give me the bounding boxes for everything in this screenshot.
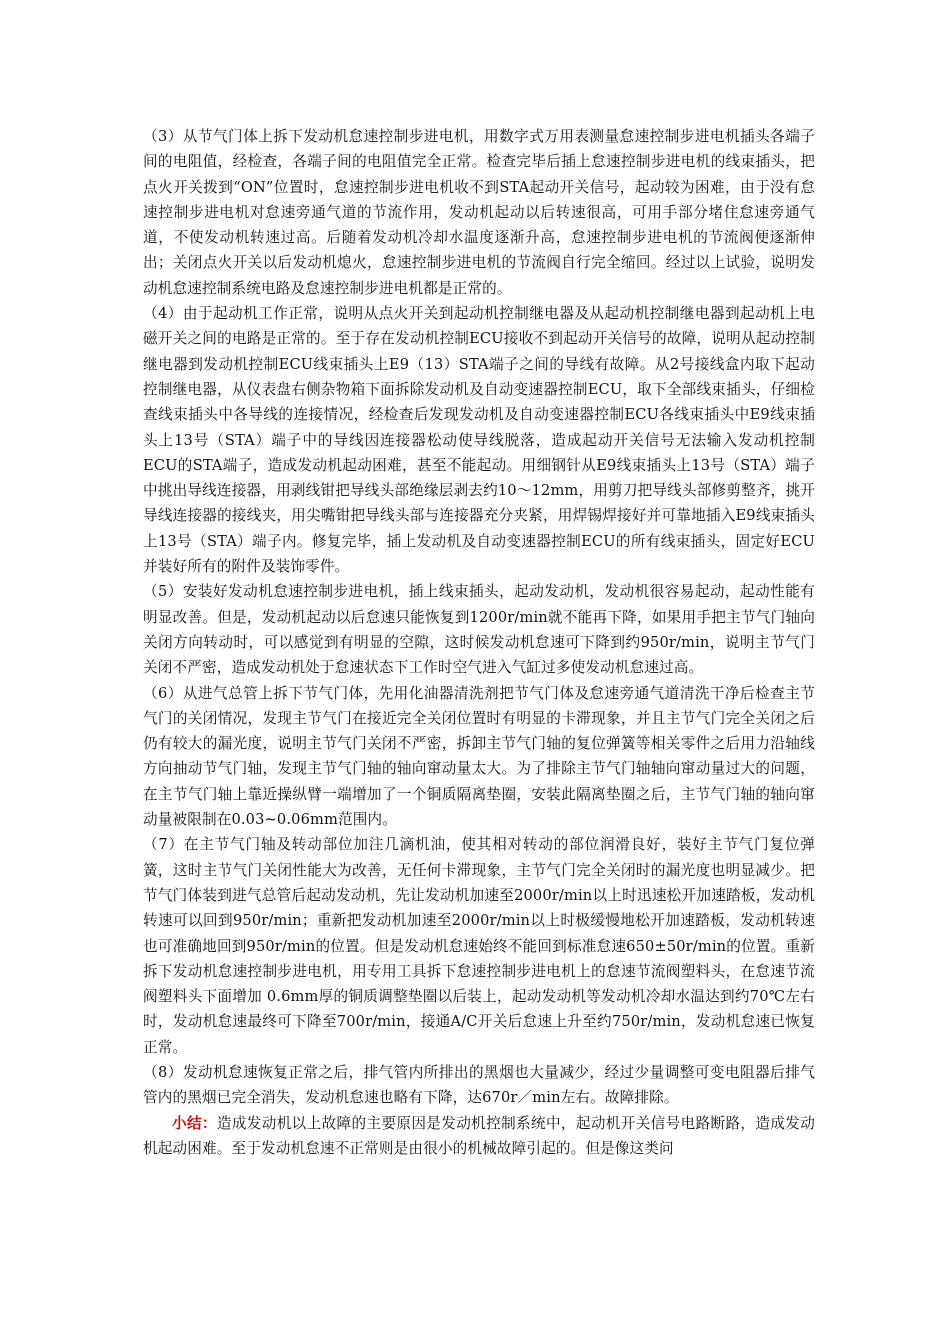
- document-page: [143, 124, 815, 1161]
- paragraph-step-4: （4）由于起动机工作正常，说明从点火开关到起动机控制继电器及从起动机控制继电器到起动机上电磁开关之间的电路是正常的。至于存在发动机控制ECU接收不到起动开关信号的故障，说明从起动控制继电器到发动机控制ECU线束插头上E9（13）STA端子之间的导线有故障。从2号接线盒内取下起动控制继电器，从仪表盘右侧杂物箱下面拆除发动机及自动变速器控制ECU，取下全部线束插头，仔细检查线束插头中各导线的连接情况，经检查后发现发动机及自动变速器控制ECU各线束插头中E9线束插头上13号（STA）端子中的导线因连接器松动使导线脱落，造成起动开关信号无法输入发动机控制ECU的STA端子，造成发动机起动困难，甚至不能起动。用细钢针从E9线束插头上13号（STA）端子中挑出导线连接器，用剥线钳把导线头部绝缘层剥去约10～12mm，用剪刀把导线头部修剪整齐，挑开导线连接器的接线夹，用尖嘴钳把导线头部与连接器充分夹紧，用焊锡焊接好并可靠地插入E9线束插头上13号（STA）端子内。修复完毕，插上发动机及自动变速器控制ECU的所有线束插头，固定好ECU并装好所有的附件及装饰零件。: [143, 305, 815, 576]
- summary-text: 造成发动机以上故障的主要原因是发动机控制系统中，起动机开关信号电路断路，造成发动机起动困难。至于发动机怠速不正常则是由很小的机械故障引起的。但是像这类问: [143, 1114, 815, 1157]
- paragraph-step-8: （8）发动机怠速恢复正常之后，排气管内所排出的黑烟也大量减少，经过少量调整可变电阻器后排气管内的黑烟已完全消失，发动机怠速也略有下降，达670r／min左右。故障排除。: [143, 1063, 815, 1107]
- paragraph-step-5: （5）安装好发动机怠速控制步进电机，插上线束插头，起动发动机，发动机很容易起动，起动性能有明显改善。但是，发动机起动以后怠速只能恢复到1200r/min就不能再下降，如果用手把主节气门轴向关闭方向转动时，可以感觉到有明显的空隙，这时候发动机怠速可下降到约950r/min，说明主节气门关闭不严密，造成发动机处于怠速状态下工作时空气进入气缸过多使发动机怠速过高。: [143, 583, 815, 677]
- paragraph-step-6: （6）从进气总管上拆下节气门体，先用化油器清洗剂把节气门体及怠速旁通气道清洗干净后检查主节气门的关闭情况，发现主节气门在接近完全关闭位置时有明显的卡滞现象，并且主节气门完全关闭之后仍有较大的漏光度，说明主节气门关闭不严密，拆卸主节气门轴的复位弹簧等相关零件之后用力沿轴线方向抽动节气门轴，发现主节气门轴的轴向窜动量太大。为了排除主节气门轴轴向窜动量过大的问题，在主节气门轴上靠近操纵臂一端增加了一个铜质隔离垫圈，安装此隔离垫圈之后，主节气门轴的轴向窜动量被限制在0.03~0.06mm范围内。: [143, 684, 815, 829]
- paragraph-step-7: （7）在主节气门轴及转动部位加注几滴机油，使其相对转动的部位润滑良好，装好主节气门复位弹簧，这时主节气门关闭性能大为改善，无任何卡滞现象，主节气门完全关闭时的漏光度也明显减少。把节气门体装到进气总管后起动发动机，先让发动机加速至2000r/min以上时迅速松开加速踏板，发动机转速可以回到950r/min；重新把发动机加速至2000r/min以上时极缓慢地松开加速踏板，发动机转速也可准确地回到950r/min的位置。但是发动机怠速始终不能回到标准怠速650±50r/min的位置。重新拆下发动机怠速控制步进电机，用专用工具拆下怠速控制步进电机上的怠速节流阀塑料头，在怠速节流阀塑料头下面增加 0.6mm厚的铜质调整垫圈以后装上，起动发动机等发动机冷却水温达到约70℃左右时，发动机怠速最终可下降至700r/min，接通A/C开关后怠速上升至约750r/min，发动机怠速已恢复正常。: [143, 836, 815, 1056]
- summary-label: 小结：: [172, 1114, 217, 1132]
- paragraph-step-3: （3）从节气门体上拆下发动机怠速控制步进电机，用数字式万用表测量怠速控制步进电机插头各端子间的电阻值，经检查，各端子间的电阻值完全正常。检查完毕后插上怠速控制步进电机的线束插头，把点火开关拨到“ON”位置时，怠速控制步进电机收不到STA起动开关信号，起动较为困难，由于没有怠速控制步进电机对怠速旁通气道的节流作用，发动机起动以后转速很高，可用手部分堵住怠速旁通气道，不使发动机转速过高。后随着发动机冷却水温度逐渐升高，怠速控制步进电机的节流阀便逐渐伸出；关闭点火开关以后发动机熄火，怠速控制步进电机的节流阀自行完全缩回。经过以上试验，说明发动机怠速控制系统电路及怠速控制步进电机都是正常的。: [143, 128, 815, 297]
- summary-paragraph: [143, 1111, 815, 1162]
